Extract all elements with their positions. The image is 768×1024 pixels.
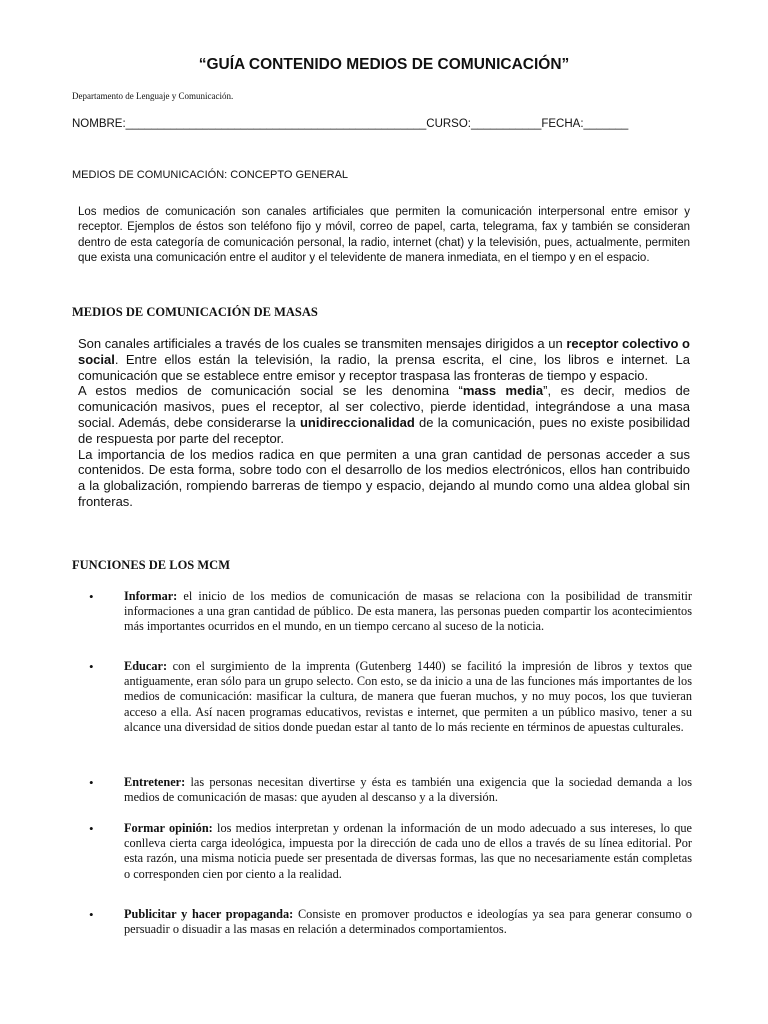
masas-paragraph-1 (78, 336, 690, 383)
bullet-icon: • (89, 659, 94, 674)
masas-p2-bold-2: unidireccionalidad (299, 414, 415, 430)
function-term: Educar: (124, 659, 168, 673)
function-term: Formar opinión: (124, 821, 213, 835)
list-item (89, 589, 692, 635)
concept-paragraph: Los medios de comunicación son canales artificiales que permiten la comunicación interpersonal entre emisor y receptor. Ejemplos de éstos son teléfono fijo y móvil, correo de papel, carta, telegrama, fax y también se consideran dentro de esta categoría de comunicación personal, la radio, internet (chat) y la televisión, pues, actualmente, permiten que exista una comunicación entre el auditor y el televidente de manera inmediata, en el tiempo y en el espacio. (78, 206, 690, 264)
masas-p2-text-c: de la comunicación, pues no existe posibilidad de respuesta por parte del receptor. (78, 414, 690, 446)
masas-p2-text-a: A estos medios de comunicación social se les denomina “ (78, 383, 463, 399)
function-description: el inicio de los medios de comunicación de masas se relaciona con la posibilidad de transmitir informaciones a una gran cantidad de público. De esta manera, las personas pueden compartir los acontecimientos más importantes ocurridos en el mundo, en un tiempo cercano al suceso de la noticia. (124, 589, 692, 634)
list-item (89, 821, 692, 882)
department-label: Departamento de Lenguaje y Comunicación. (72, 91, 234, 101)
masas-heading: MEDIOS DE COMUNICACIÓN DE MASAS (72, 305, 318, 319)
masas-p1-bold: receptor colectivo o social (78, 336, 691, 367)
function-description: Consiste en promover productos e ideologías ya sea para generar consumo o persuadir o disuadir a las masas en relación a determinados comportamientos. (124, 907, 692, 937)
function-description: los medios interpretan y ordenan la información de un modo adecuado a sus intereses, lo que conlleva cierta carga ideológica, impuesta por la dirección de cada uno de ellos a través de su línea editorial. Por esta razón, una misma noticia puede ser presentada de diversas formas, las que no necesariamente están completas o corresponden cien por ciento a la realidad. (124, 821, 692, 881)
list-item (89, 907, 692, 937)
list-item (89, 659, 692, 735)
bullet-icon: • (89, 589, 94, 604)
funciones-heading: FUNCIONES DE LOS MCM (72, 558, 230, 572)
function-term: Publicitar y hacer propaganda: (124, 907, 294, 921)
bullet-icon: • (89, 821, 94, 836)
function-description: con el surgimiento de la imprenta (Gutenberg 1440) se facilitó la impresión de libros y textos que antiguamente, eran sólo para un grupo selecto. Con esto, se da inicio a una de las funciones más importantes de los medios de comunicación: masificar la cultura, de manera que fueran muchos, y no muy pocos, los que tuvieran acceso a ella. Así nacen programas educativos, revistas e internet, que permiten a un público masivo, tener a su alcance una diversidad de sitios donde puedan estar al tanto de lo más reciente en términos de apuestas culturales. (124, 659, 692, 734)
student-form-line: NOMBRE:_______________________________________________CURSO:___________FECHA:_______ (72, 118, 629, 130)
masas-p1-text-b: . Entre ellos están la televisión, la radio, la prensa escrita, el cine, los libros e internet. La comunicación que se establece entre emisor y receptor traspasa las fronteras de tiempo y espacio. (78, 351, 690, 383)
concept-heading: MEDIOS DE COMUNICACIÓN: CONCEPTO GENERAL (72, 169, 349, 181)
masas-section (78, 336, 690, 510)
function-term: Informar: (124, 589, 178, 603)
masas-paragraph-2 (78, 383, 690, 446)
function-term: Entretener: (124, 775, 186, 789)
function-description: las personas necesitan divertirse y ésta es también una exigencia que la sociedad demanda a los medios de comunicación de masas: que ayuden al descanso y a la diversión. (124, 775, 692, 805)
masas-p2-text-b: ”, es decir, medios de comunicación masivos, pues el receptor, al ser colectivo, pierde identidad, integrándose a una masa social. Además, debe considerarse la (78, 383, 690, 430)
bullet-icon: • (89, 775, 94, 790)
masas-paragraph-3: La importancia de los medios radica en que permiten a una gran cantidad de personas acceder a sus contenidos. De esta forma, sobre todo con el desarrollo de los medios electrónicos, ellos han contribuido a la globalización, rompiendo barreras de tiempo y espacio, dejando al mundo como una aldea global sin fronteras. (78, 446, 690, 509)
masas-p1-text-a: Son canales artificiales a través de los cuales se transmiten mensajes dirigidos a un (78, 336, 567, 351)
document-title: “GUÍA CONTENIDO MEDIOS DE COMUNICACIÓN” (198, 56, 570, 73)
bullet-icon: • (89, 907, 94, 922)
masas-p2-bold-1: mass media (462, 383, 544, 399)
list-item (89, 775, 692, 805)
